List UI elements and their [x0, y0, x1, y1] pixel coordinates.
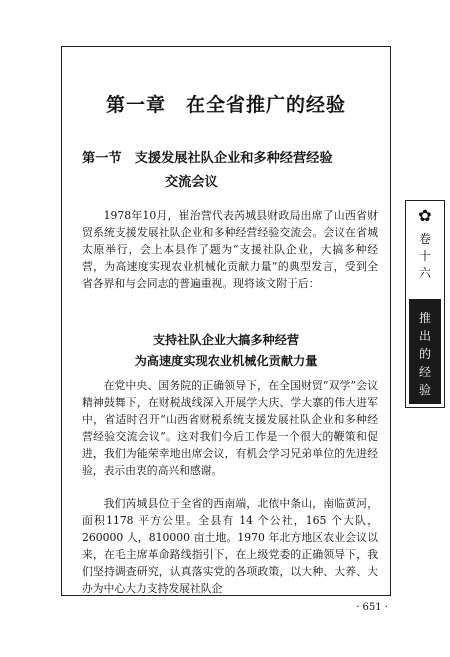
section-title [82, 147, 382, 195]
topic-char: 经 [418, 365, 431, 379]
topic-char: 的 [418, 347, 431, 361]
topic-char: 推 [418, 311, 431, 325]
article-paragraph-1: 在党中央、国务院的正确领导下，在全国财贸“双学”会议精神鼓舞下，在财税战线深入开展学大庆、学大寨的伟大进军中，省适时召开“山西省财税系统支援发展社队企业和多种经营经验交流会议”。这对我们今后工作是一个很大的鞭策和促进，我们为能荣幸地出席会议，有机会学习兄弟单位的先进经验，表示由衷的高兴和感谢。 [82, 379, 378, 477]
section-title-line-1: 第一节 支援发展社队企业和多种经营经验 [82, 151, 333, 166]
article-paragraph-2: 我们芮城县位于全省的西南端，北依中条山，南临黄河，面积1178 平方公里。全县有 14 个公社，165 个大队，260000 人，810000 亩土地。1970 年北方地区农业会议以来，在毛主席革命路线指引下，在上级党委的正确领导下，我们坚持调查研究，认真落实党的各项政策，以大种、大养、大办为中心大力支持发展社队企 [82, 497, 378, 595]
topic-char: 验 [418, 383, 431, 397]
section-title-line-2: 交流会议 [165, 175, 218, 190]
flower-icon: ✿ [418, 206, 432, 225]
article-title [61, 330, 391, 372]
volume-char: 十 [418, 249, 431, 263]
chapter-title: 第一章 在全省推广的经验 [105, 94, 346, 116]
volume-char: 六 [418, 266, 431, 280]
page-number: · 651 · [356, 602, 388, 613]
article-title-line-2: 为高速度实现农业机械化贡献力量 [134, 354, 318, 368]
intro-paragraph: 1978年10月，崔治营代表芮城县财政局出席了山西省财贸系统支援发展社队企业和多种经营经验交流会。会议在省城太原举行，会上本县作了题为“支援社队企业，大搞多种经营，为高速度实现农业机械化贡献力量”的典型发言，受到全省各界和与会同志的普遍重视。现将该文附于后： [82, 209, 378, 290]
volume-side-tab [405, 200, 445, 408]
volume-char: 卷 [418, 232, 431, 246]
article-title-line-1: 支持社队企业大搞多种经营 [152, 333, 300, 347]
topic-label [409, 299, 441, 404]
volume-label [406, 231, 444, 282]
topic-char: 出 [418, 329, 431, 343]
